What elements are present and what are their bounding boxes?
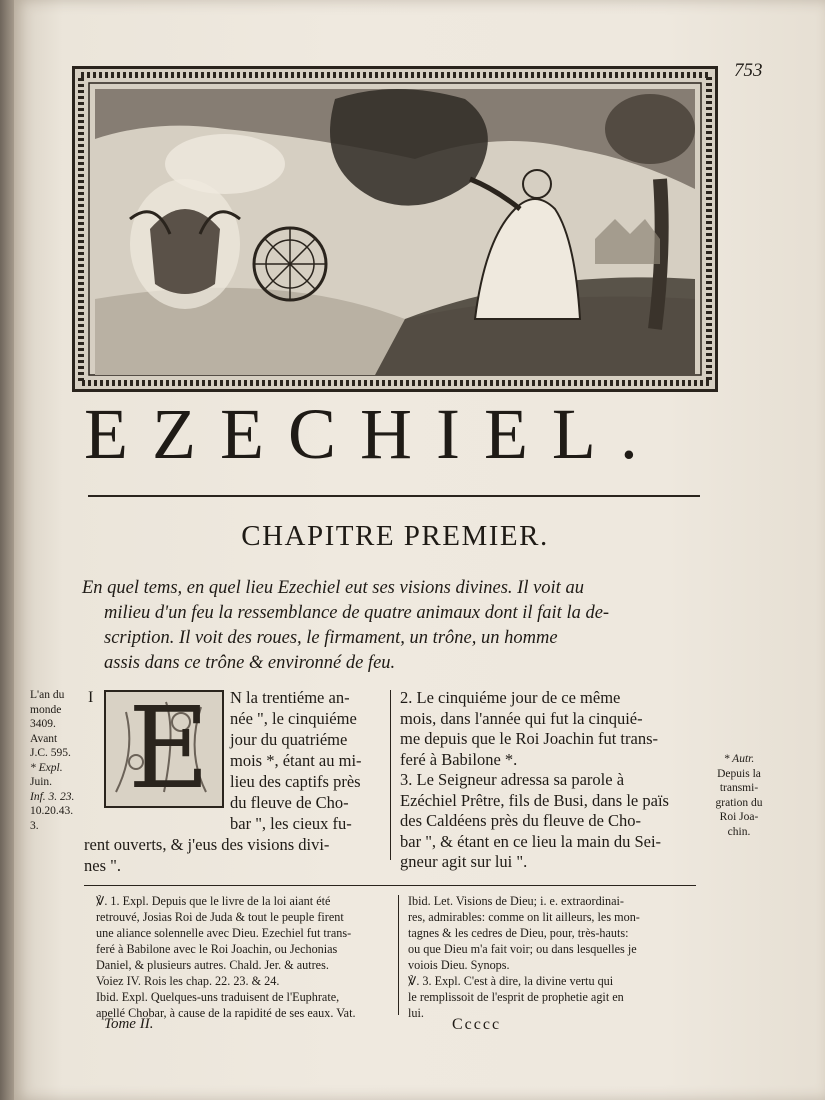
verse-line: me depuis que le Roi Joachin fut trans- <box>400 729 658 748</box>
page-number: 753 <box>734 60 763 81</box>
engraving-scene <box>75 69 715 389</box>
decorated-initial <box>104 684 224 814</box>
margin-line: Juin. <box>30 776 53 788</box>
chapter-summary <box>82 576 708 676</box>
notes-divider <box>398 895 399 1015</box>
footnote-line: lui. <box>408 1006 424 1020</box>
margin-line: 3. <box>30 819 39 832</box>
verse-line: du fleuve de Cho- <box>230 793 349 812</box>
verse-line: rent ouverts, & j'eus des visions divi- <box>84 835 330 854</box>
footnote-line: Voiez IV. Rois les chap. 22. 23. & 24. <box>96 974 280 988</box>
summary-line: milieu d'un feu la ressemblance de quatre animaux dont il fait la de- <box>104 603 610 623</box>
footnote-line: tagnes & les cedres de Dieu, pour, très-hauts: <box>408 926 629 940</box>
margin-line: Inf. 3. 23. <box>30 790 75 803</box>
margin-line: Avant <box>30 732 58 745</box>
signature-mark: Ccccc <box>452 1016 502 1033</box>
verse-line: mois *, étant au mi- <box>230 751 362 770</box>
footnotes-right <box>408 893 702 1021</box>
footnotes-left <box>96 893 390 1021</box>
verses-2-3-column <box>400 688 704 873</box>
footnote-line: apellé Chobar, à cause de la rapidité de ses eaux. Vat. <box>96 1006 356 1020</box>
footnote-line: feré à Babilone avec le Roi Joachin, ou Jechonias <box>96 942 338 956</box>
wheel-icon <box>254 228 326 300</box>
summary-line: assis dans ce trône & environné de feu. <box>104 653 396 673</box>
margin-line: 3409. <box>30 718 56 730</box>
verse-line: 2. Le cinquiéme jour de ce même <box>400 688 621 707</box>
verse-line: 3. Le Seigneur adressa sa parole à <box>400 770 625 789</box>
right-margin-note <box>704 752 774 839</box>
title-rule <box>88 495 700 497</box>
verse-line: gneur agit sur lui ". <box>400 852 528 871</box>
verse-line: mois, dans l'année qui fut la cinquié- <box>400 708 643 728</box>
footnote-line: une aliance solennelle avec Dieu. Ezechiel fut trans- <box>96 926 352 940</box>
verse-line: jour du quatriéme <box>230 730 348 749</box>
verse-line: bar ", & étant en ce lieu la main du Sei- <box>400 831 662 851</box>
footnote-line: retrouvé, Josias Roi de Juda & tout le peuple firent <box>96 910 344 924</box>
summary-line: En quel tems, en quel lieu Ezechiel eut ses visions divines. Il voit au <box>82 578 584 598</box>
margin-line: monde <box>30 703 62 716</box>
margin-line: * Autr. <box>723 753 755 765</box>
verse-line: N la trentiéme an- <box>230 688 350 707</box>
margin-line: L'an du <box>30 689 65 701</box>
chapter-heading: CHAPITRE PREMIER. <box>241 520 549 552</box>
summary-line: scription. Il voit des roues, le firmament, un trône, un homme <box>104 628 558 648</box>
verse-line: bar ", les cieux fu- <box>230 814 352 833</box>
margin-line: Roi Joa- <box>719 811 759 823</box>
footnote-line: ℣. 1. Expl. Depuis que le livre de la loi aiant été <box>96 894 331 908</box>
notes-rule <box>84 885 696 886</box>
footnote-line: ou que Dieu m'a fait voir; ou dans lesquelles je <box>408 942 637 956</box>
margin-line: transmi- <box>719 782 759 794</box>
margin-line: gration du <box>715 796 763 809</box>
margin-line: 10.20.43. <box>30 805 74 817</box>
footnote-line: ℣. 3. Expl. C'est à dire, la divine vertu qui <box>408 974 614 988</box>
verse-number: I <box>88 689 94 706</box>
drop-cap-letter: E <box>128 684 210 814</box>
verse-line: née ", le cinquiéme <box>230 709 357 728</box>
winged-creature-icon <box>130 179 240 309</box>
footnote-line: voiois Dieu. Synops. <box>408 958 510 972</box>
footnote-line: Ibid. Let. Visions de Dieu; i. e. extraordinai- <box>408 894 624 908</box>
left-margin-note <box>30 688 86 833</box>
verse-line: Ezéchiel Prêtre, fils de Busi, dans le païs <box>400 790 669 810</box>
verse-line: lieu des captifs près <box>230 772 361 791</box>
margin-line: J.C. 595. <box>30 747 71 759</box>
margin-line: * Expl. <box>30 761 63 774</box>
verse-line: feré à Babilone *. <box>400 749 518 769</box>
margin-line: chin. <box>727 825 751 838</box>
footnote-line: res, admirables: comme on lit ailleurs, les mon- <box>408 910 640 924</box>
column-divider <box>390 690 391 860</box>
volume-label: Tome II. <box>104 1016 154 1032</box>
book-title: EZECHIEL. <box>84 394 662 474</box>
book-gutter <box>0 0 14 1100</box>
verse-line: des Caldéens près du fleuve de Cho- <box>400 811 642 830</box>
verse-line: nes ". <box>84 856 121 875</box>
engraving-illustration <box>72 66 718 392</box>
footnote-line: Ibid. Expl. Quelques-uns traduisent de l'Euphrate, <box>96 990 340 1004</box>
footnote-line: Daniel, & plusieurs autres. Chald. Jer. & autres. <box>96 958 329 972</box>
margin-line: Depuis la <box>717 767 761 780</box>
footnote-line: le remplissoit de l'esprit de prophetie agit en <box>408 990 624 1004</box>
